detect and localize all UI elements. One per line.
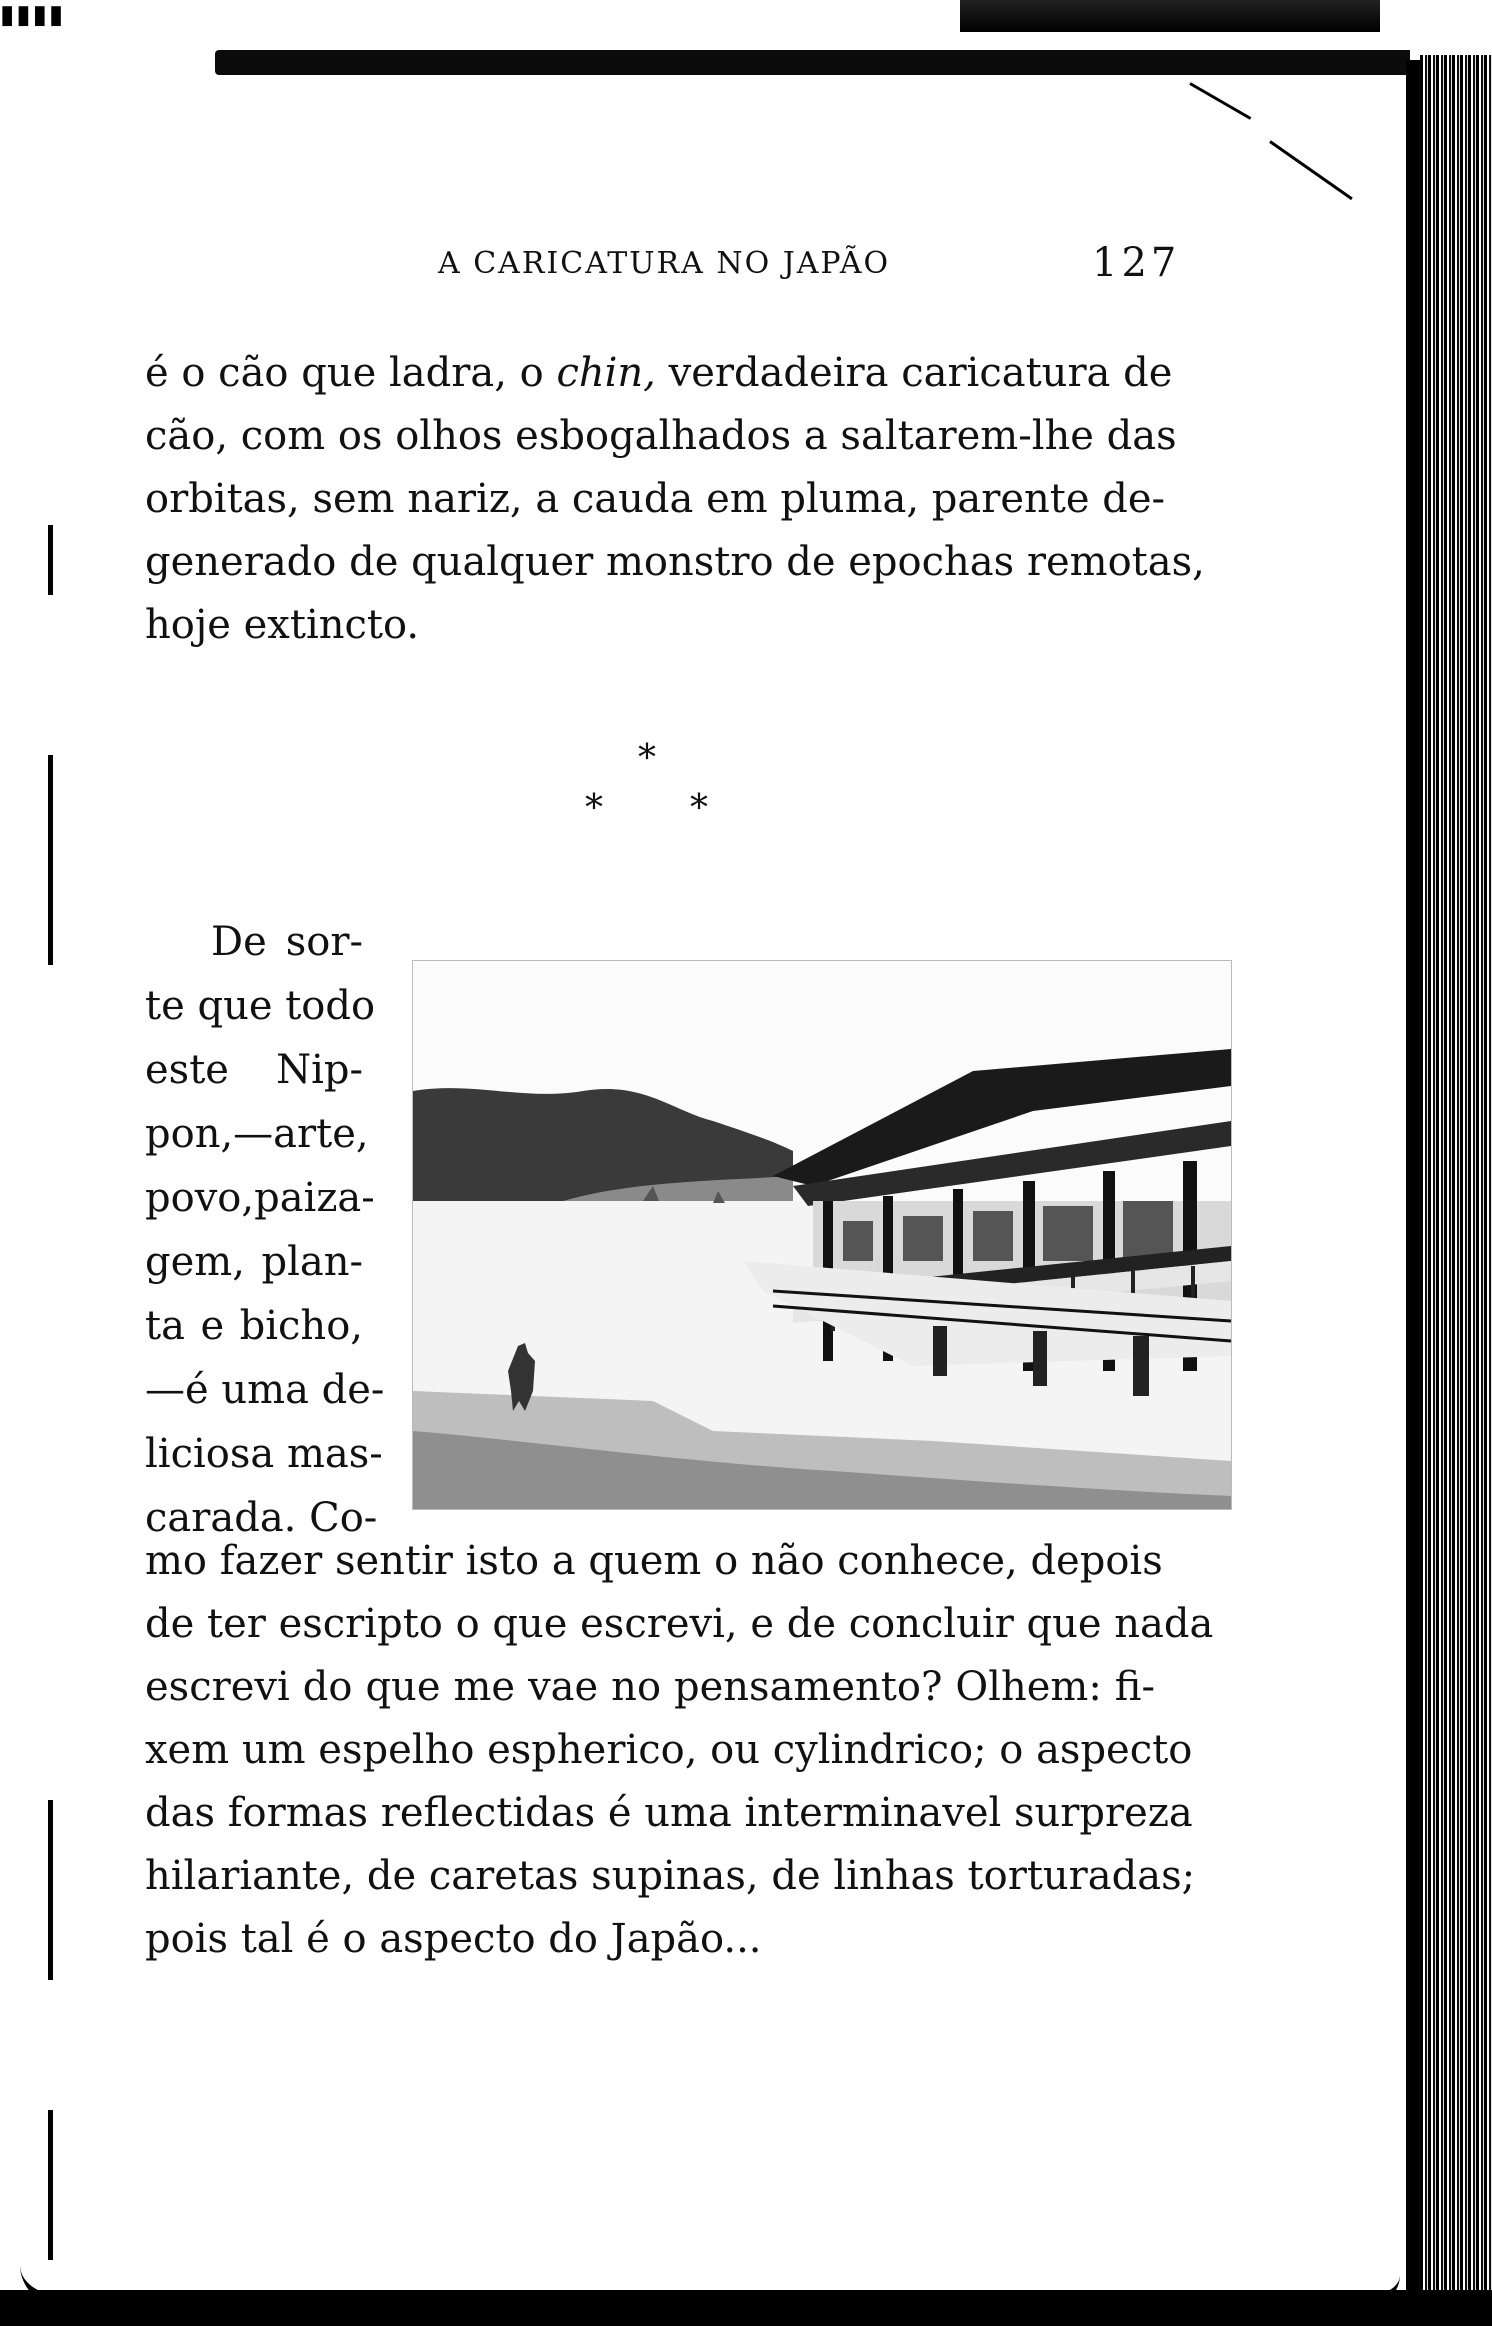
paragraph-2-continued (145, 1530, 1214, 1971)
text-line: pois tal é o aspecto do Japão... (145, 1916, 762, 1962)
text-line: —é uma de- (145, 1367, 385, 1413)
text-line: de ter escripto o que escrevi, e de concluir que nada (145, 1601, 1214, 1647)
temple-photograph (412, 960, 1232, 1510)
text-line: ta e bicho, (145, 1303, 363, 1349)
text-line: orbitas, sem nariz, a cauda em pluma, parente de- (145, 476, 1166, 522)
text-line: hoje extincto. (145, 602, 420, 648)
page-stack-shadow (1406, 60, 1420, 2320)
text-line: hilariante, de caretas supinas, de linhas torturadas; (145, 1853, 1196, 1899)
margin-mark (48, 525, 53, 595)
text-line: gem, plan- (145, 1239, 363, 1285)
margin-mark (48, 1800, 53, 1980)
scan-bottom-border (0, 2290, 1492, 2326)
scan-edge-marks: ▮▮▮▮ (0, 0, 66, 30)
text-line: generado de qualquer monstro de epochas remotas, (145, 539, 1205, 585)
asterism-star: * (638, 738, 656, 779)
margin-mark (48, 2110, 53, 2260)
text-line: este Nip- (145, 1047, 363, 1093)
text-line: mo fazer sentir isto a quem o não conhece, depois (145, 1538, 1163, 1584)
text-line: escrevi do que me vae no pensamento? Olhem: fi- (145, 1664, 1155, 1710)
margin-mark (48, 755, 53, 965)
text-line: cão, com os olhos esbogalhados a saltarem-lhe das (145, 413, 1177, 459)
text-line: pon,—arte, (145, 1111, 369, 1157)
text-line: povo,paiza- (145, 1175, 375, 1221)
scan-crease (1189, 82, 1251, 120)
text-line: das formas reflectidas é uma interminavel surpreza (145, 1790, 1193, 1836)
asterism (580, 738, 730, 838)
page-number: 127 (1092, 240, 1181, 286)
text-line: De sor- (211, 919, 363, 965)
text-line: carada. Co- (145, 1495, 378, 1541)
asterism-star: * (585, 788, 603, 829)
asterism-star: * (690, 788, 708, 829)
running-title: A CARICATURA NO JAPÃO (438, 246, 891, 281)
paragraph-1 (145, 342, 1205, 657)
paragraph-2-narrow (145, 910, 385, 1550)
text-line: xem um espelho espherico, ou cylindrico; o aspecto (145, 1727, 1193, 1773)
temple-illustration (413, 961, 1231, 1509)
text-line: é o cão que ladra, o chin, verdadeira caricatura de (145, 350, 1173, 396)
text-line: te que todo (145, 983, 376, 1029)
text-line: liciosa mas- (145, 1431, 383, 1477)
page-stack-edge (1420, 55, 1492, 2326)
italic-word: chin, (556, 350, 656, 396)
scan-crease (1269, 140, 1353, 200)
scan-top-shadow (960, 0, 1380, 32)
scan-top-border (215, 50, 1410, 75)
